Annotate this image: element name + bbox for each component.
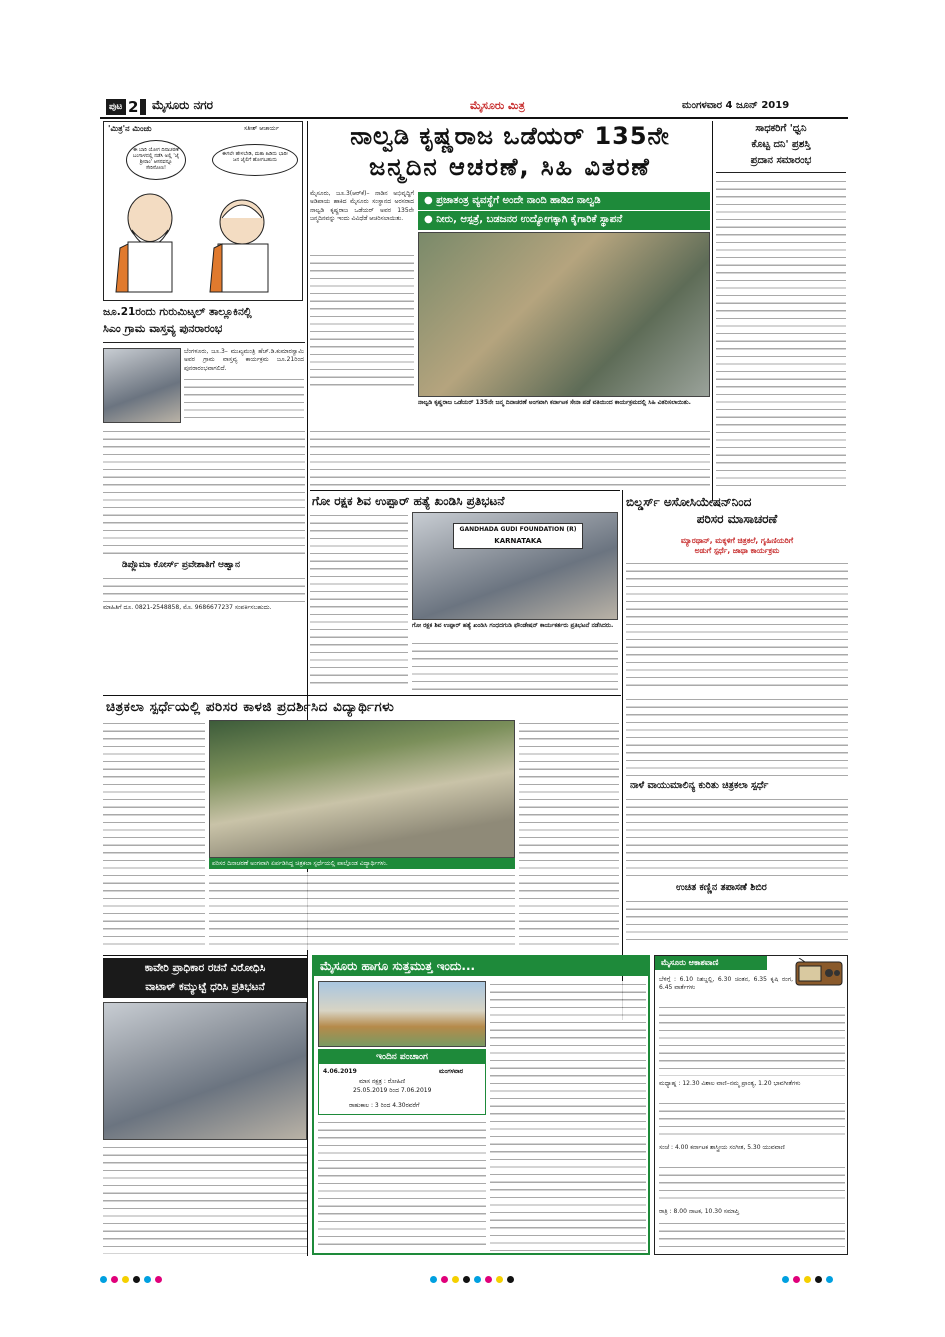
radio-icon: [795, 958, 843, 986]
builders-headline: [626, 494, 848, 534]
paper-name: ಮೈಸೂರು ಮಿತ್ರ: [470, 99, 525, 112]
drawing-body-col1: [103, 720, 205, 950]
radio-body-4: [659, 1220, 845, 1252]
today-palace-photo: [318, 981, 486, 1047]
panchanga-weekday: ಮಂಗಳವಾರ: [439, 1068, 464, 1075]
gram-vastavya-body-2: [103, 428, 305, 558]
pleasure-body: [716, 178, 846, 488]
issue-date: ಮಂಗಳವಾರ 4 ಜೂನ್ 2019: [682, 100, 790, 111]
cartoon-artist: ಸತೀಶ್ ಆಚಾರ್ಯ: [244, 125, 279, 132]
gram-vastavya-photo: [103, 348, 181, 423]
drawing-body-col3: [519, 720, 619, 950]
gram-vastavya-lede: ಬೆಂಗಳೂರು, ಜೂ.3– ಮುಖ್ಯಮಂತ್ರಿ ಹೆಚ್.ಡಿ.ಕುಮಾರಸ್ವಾಮಿ ಅವರ ಗ್ರಾಮ ವಾಸ್ತವ್ಯ ಕಾರ್ಯಕ್ರಮ ಜೂ.21ರಿಂದ ಪುನರಾರಂಭವಾಗಲಿದೆ.: [184, 348, 304, 372]
gau-banner: [453, 523, 583, 549]
page-number-badge: [106, 99, 146, 115]
today-listing-col1: [318, 1119, 486, 1251]
diploma-body: [103, 575, 305, 603]
panchanga-box: [318, 1049, 486, 1115]
pleasure-headline-1: ಸಾಧಕರಿಗೆ 'ಧ್ವನಿ: [755, 123, 807, 134]
painting-body: [626, 796, 848, 878]
drawing-photo: [209, 720, 515, 858]
kaveri-photo: [103, 1002, 307, 1140]
eye-camp-body: [626, 898, 848, 944]
masthead-rule: [100, 117, 848, 119]
main-photo-caption: ನಾಲ್ವಡಿ ಕೃಷ್ಣರಾಜ ಒಡೆಯರ್ 135ನೇ ಜನ್ಮ ದಿನಾಚರಣೆ ಅಂಗವಾಗಿ ಕರ್ನಾಟಕ ಸೇನಾ ಪಡೆ ವತಿಯಿಂದ ಕಾರ್ಯಕ್ರಮದಲ್ಲಿ ಸಿಹಿ ವಿತರಿಸಲಾಯಿತು.: [418, 399, 691, 406]
builders-subhead: [626, 536, 848, 558]
drawing-rule: [103, 695, 621, 696]
builders-headline-1: ಬಿಲ್ಡರ್ಸ್ ಅಸೋಸಿಯೇಷನ್‌ನಿಂದ: [626, 495, 752, 509]
kaveri-headline-2: ವಾಟಾಳ್ ಕಮ್ಯುಟ್ಟೆ ಧರಿಸಿ ಪ್ರತಿಭಟನೆ: [145, 981, 265, 993]
builders-subhead-1: ಮ್ಯಾರಥಾನ್, ಮಕ್ಕಳಿಗೆ ಚಿತ್ರಕಲೆ, ಗೃಹಿಣಿಯರಿಗೆ: [680, 536, 794, 545]
gram-vastavya-headline-2: ಸಿಎಂ ಗ್ರಾಮ ವಾಸ್ತವ್ಯ ಪುನರಾರಂಭ: [103, 322, 223, 335]
main-highlight-1: ● ಪ್ರಜಾತಂತ್ರ ವ್ಯವಸ್ಥೆಗೆ ಅಂದೇ ನಾಂದಿ ಹಾಡಿದ ನಾಲ್ವಡಿ: [418, 192, 710, 211]
cartoon-drawing: [110, 178, 298, 298]
main-body-col1: [310, 252, 414, 392]
panchanga-range: 25.05.2019 ರಿಂದ 7.06.2019: [353, 1087, 432, 1094]
gau-body-col2: [412, 640, 618, 690]
panchanga-title: ಇಂದಿನ ಪಂಚಾಂಗ: [319, 1050, 485, 1064]
builders-rule: [622, 490, 623, 1020]
radio-morning: ಬೆಳಿಗ್ಗೆ : 6.10 ನಿಶಬ್ದಲ್ಲಿ, 6.30 ಚಿಂತನ, 6.35 ಕೃಷಿ ರಂಗ, 6.45 ವಾರ್ತೆಗಳು: [659, 976, 793, 992]
registration-marks-left: [100, 1268, 166, 1287]
panchanga-date: 4.06.2019: [323, 1068, 357, 1075]
main-highlights: [418, 192, 710, 230]
gram-vastavya-headline-1: ಜೂ.21ರಂದು ಗುರುಮಿಟ್ಕಲ್ ತಾಲ್ಲೂಕಿನಲ್ಲಿ: [103, 306, 252, 318]
radio-noon: ಮಧ್ಯಾಹ್ನ : 12.30 ವಿಶಾಲ ವಾಣಿ–ನಮ್ಮ ಪ್ರಾಂತ್ಯ, 1.20 ಭಾವಗೀತೆಗಳು: [659, 1080, 801, 1087]
gau-rule: [310, 490, 620, 491]
page-number: 2: [128, 98, 139, 116]
cartoon-box: [103, 121, 303, 301]
builders-body: [626, 560, 848, 692]
eye-camp-headline: ಉಚಿತ ಕಣ್ಣಿನ ತಪಾಸಣೆ ಶಿಬಿರ: [676, 882, 767, 893]
builders-body-2: [626, 696, 848, 776]
column-rule-left: [307, 121, 308, 1256]
section-title: ಮೈಸೂರು ನಗರ: [152, 98, 214, 112]
today-box: [312, 955, 650, 1255]
builders-subhead-2: ಅಡುಗೆ ಸ್ಪರ್ಧೆ, ಜಾಥಾ ಕಾರ್ಯಕ್ರಮ: [694, 546, 780, 555]
drawing-photo-caption: ಪರಿಸರ ದಿನಾಚರಣೆ ಅಂಗವಾಗಿ ಏರ್ಪಡಿಸಿದ್ದ ಚಿತ್ರಕಲಾ ಸ್ಪರ್ಧೆಯಲ್ಲಿ ಪಾಲ್ಗೊಂಡ ವಿದ್ಯಾರ್ಥಿಗಳು.: [209, 858, 515, 869]
main-headline-1: ನಾಲ್ವಡಿ ಕೃಷ್ಣರಾಜ ಒಡೆಯರ್ 135ನೇ: [350, 122, 670, 150]
gau-photo-caption: ಗೋ ರಕ್ಷಕ ಶಿವ ಉಪ್ಪಾರ್ ಹತ್ಯೆ ಖಂಡಿಸಿ ಗಂಧದಗುಡಿ ಫೌಂಡೇಷನ್ ಕಾರ್ಯಕರ್ತರು ಪ್ರತಿಭಟನೆ ನಡೆಸಿದರು.: [412, 622, 614, 629]
main-photo: [418, 232, 710, 397]
main-headline-box: [310, 121, 710, 185]
gau-headline: ಗೋ ರಕ್ಷಕ ಶಿವ ಉಪ್ಪಾರ್ ಹತ್ಯೆ ಖಂಡಿಸಿ ಪ್ರತಿಭಟನೆ: [312, 494, 505, 508]
panchanga-nakshatra: ಮಾಸ ನಕ್ಷತ್ರ : ರೋಹಿಣಿ: [359, 1078, 406, 1085]
pleasure-headline: [716, 121, 846, 173]
radio-headline: ಮೈಸೂರು ಆಕಾಶವಾಣಿ: [655, 956, 767, 970]
drawing-body-col2: [209, 872, 515, 950]
kaveri-rule: [103, 955, 307, 956]
gram-vastavya-body: [184, 376, 304, 424]
column-rule-right: [712, 121, 713, 501]
today-listing-col2: [490, 981, 646, 1251]
cartoon-bubble-right: ಈಗಲೇ ಹೇಳಬೇಡಿ, ಮತಾ ಹಿಡಿದು ಭಾರೀ ಜನ ಜೈಲಿಗೆ ಹೋಗಬಹುದು: [212, 144, 298, 176]
drawing-headline: ಚಿತ್ರಕಲಾ ಸ್ಪರ್ಧೆಯಲ್ಲಿ ಪರಿಸರ ಕಾಳಜಿ ಪ್ರದರ್ಶಿಸಿದ ವಿದ್ಯಾರ್ಥಿಗಳು: [106, 699, 395, 715]
registration-marks-right: [782, 1268, 837, 1287]
cartoon-bubble-left: ಈ ಬಾರಿ ಯೋಗ ದಿನಾಚರಣೆ ಬಂಗಾಳದಲ್ಲಿ ನಡೆಸಿ ಅಲ್ಲಿ 'ಜೈ ಶ್ರೀರಾಂ' ಆಸನವನ್ನೂ ಸೇರಿಸೋಣ!: [126, 140, 186, 180]
gau-body-col1: [310, 512, 408, 690]
cartoon-title: 'ಮಿತ್ರ'ನ ಮಿಂಚು: [108, 124, 152, 133]
gram-vastavya-headline: [103, 305, 305, 343]
radio-body-3: [659, 1164, 845, 1204]
registration-marks-center: [430, 1268, 518, 1287]
main-body-bottom: [310, 428, 710, 488]
pleasure-headline-2: ಕೊಟ್ಟ ದನಿ' ಪ್ರಶಸ್ತಿ: [751, 139, 811, 150]
kaveri-headline-1: ಕಾವೇರಿ ಪ್ರಾಧಿಕಾರ ರಚನೆ ವಿರೋಧಿಸಿ: [144, 962, 266, 974]
radio-evening: ಸಂಜೆ : 4.00 ಕರ್ನಾಟಕ ಶಾಸ್ತ್ರೀಯ ಸಂಗೀತ, 5.30 ಯುವವಾಣಿ: [659, 1144, 785, 1151]
page-label: ಪುಟ: [109, 102, 123, 112]
main-lede: ಮೈಸೂರು, ಜೂ.3(ಆರ್‌ಕೆ)– ನಾಡಿನ ಅಭಿವೃದ್ಧಿಗೆ ಅಡಿಪಾಯ ಹಾಕಿದ ಮೈಸೂರು ಸಂಸ್ಥಾನದ ಅರಸರಾದ ನಾಲ್ವಡಿ ಕೃಷ್ಣರಾಜ ಒಡೆಯರ್ ಅವರ 135ನೇ ಜನ್ಮದಿನವನ್ನು ಇಂದು ವಿವಿಧೆಡೆ ಆಚರಿಸಲಾಯಿತು.: [310, 190, 414, 223]
gau-banner-1: GANDHADA GUDI FOUNDATION (R): [459, 526, 577, 533]
main-headline-2: ಜನ್ಮದಿನ ಆಚರಣೆ, ಸಿಹಿ ವಿತರಣೆ: [369, 153, 651, 181]
today-headline: ಮೈಸೂರು ಹಾಗೂ ಸುತ್ತಮುತ್ತ ಇಂದು...: [314, 957, 648, 976]
diploma-contact: ಮಾಹಿತಿಗೆ ದೂ. 0821-2548858, ಮೊ. 9686677237 ಸಂಪರ್ಕಿಸಬಹುದು.: [103, 604, 272, 611]
masthead: [100, 97, 848, 117]
kaveri-headline: [103, 958, 307, 998]
gau-banner-2: KARNATAKA: [494, 537, 542, 545]
gau-photo: [412, 512, 618, 620]
diploma-headline: ಡಿಪ್ಲೊಮಾ ಕೋರ್ಸ್ ಪ್ರವೇಶಾತಿಗೆ ಆಹ್ವಾನ: [122, 560, 241, 570]
pleasure-headline-3: ಪ್ರದಾನ ಸಮಾರಂಭ: [750, 155, 812, 166]
main-highlight-2: ● ನೀರು, ಆಸ್ಪತ್ರೆ, ಬಡಜನರ ಉದ್ಯೋಗಕ್ಕಾಗಿ ಕೈಗಾರಿಕೆ ಸ್ಥಾಪನೆ: [424, 214, 623, 225]
panchanga-rahukala: ರಾಹುಕಾಲ : 3 ರಿಂದ 4.30ರವರೆಗೆ: [349, 1102, 420, 1109]
builders-headline-2: ಪರಿಸರ ಮಾಸಾಚರಣೆ: [696, 512, 778, 526]
radio-box: [654, 955, 848, 1255]
radio-body-2: [659, 1100, 845, 1140]
radio-body-1: [659, 1004, 845, 1076]
radio-night: ರಾತ್ರಿ : 8.00 ನಾಟಕ, 10.30 ಸಮಾಪ್ತಿ: [659, 1208, 740, 1215]
kaveri-body: [103, 1144, 307, 1254]
painting-headline: ನಾಳೆ ವಾಯುಮಾಲಿನ್ಯ ಕುರಿತು ಚಿತ್ರಕಲಾ ಸ್ಪರ್ಧೆ: [630, 780, 769, 791]
